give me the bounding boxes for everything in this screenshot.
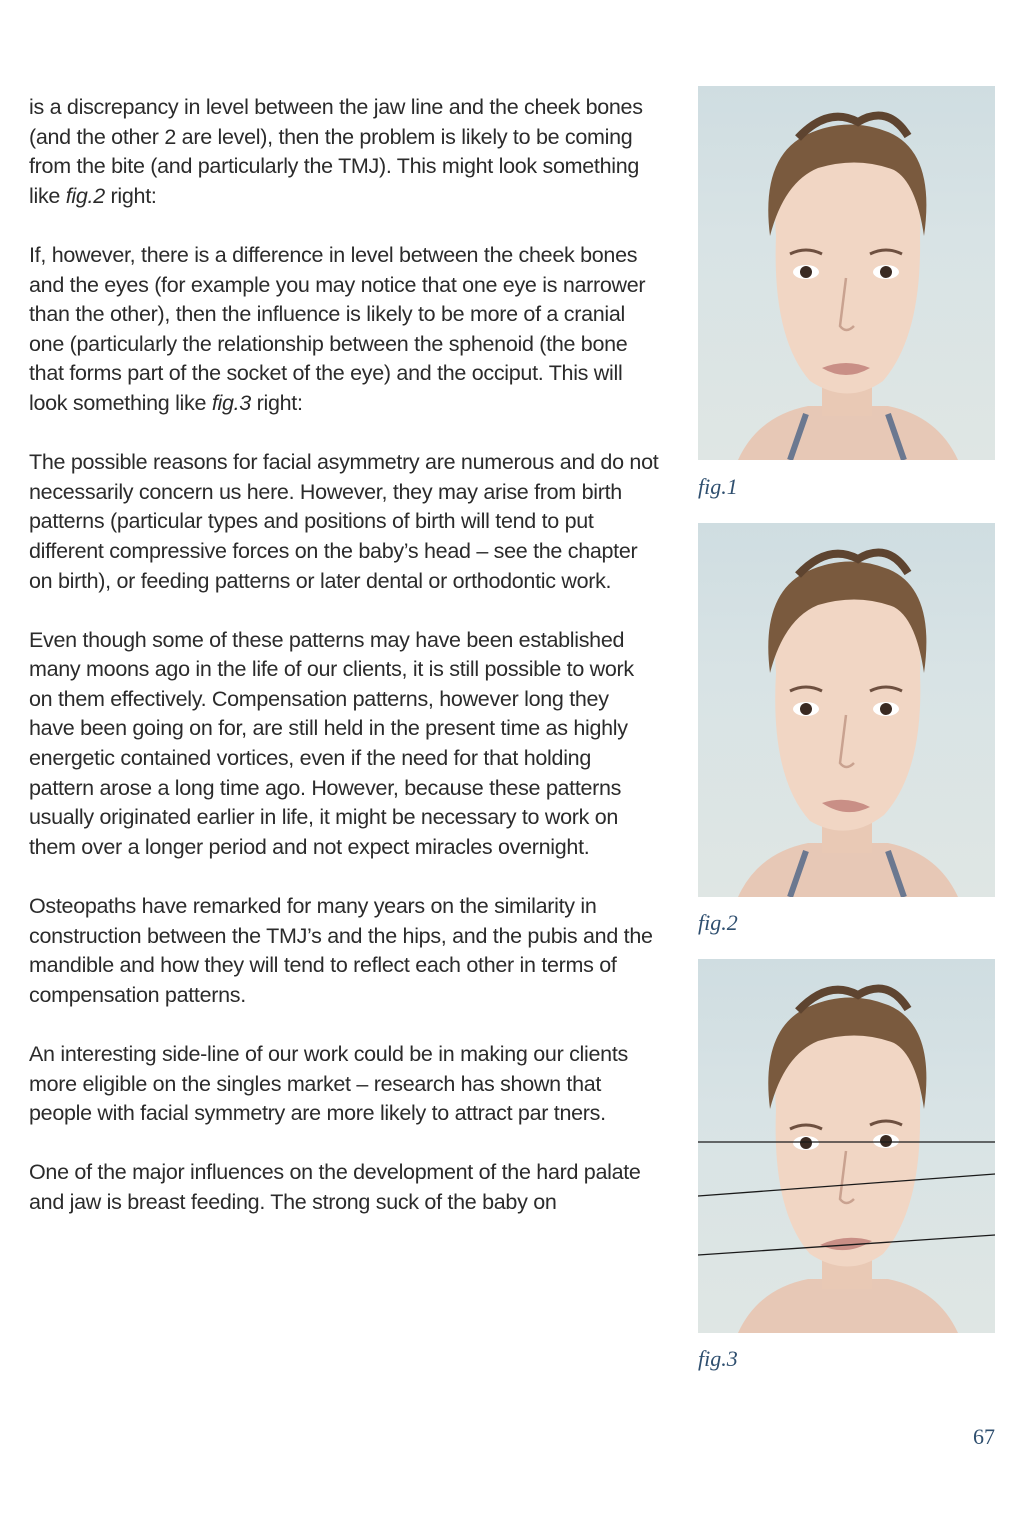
paragraph-2: If, however, there is a difference in level between the cheek bones and the eyes (for example you may notice that one eye is narrower than the other), then the influence is likely to be more of a cranial one (particularly the relationship between the sphenoid (the bone that forms part of the socket of the eye) and the occiput. This will look something like fig.3 right:: [29, 242, 646, 415]
figure-2-caption: fig.2: [698, 910, 738, 935]
figure-1-caption: fig.1: [698, 474, 738, 499]
paragraph-6: An interesting side-line of our work could be in making our clients more eligible on the singles market – research has shown that people with facial symmetry are more likely to attract par tners.: [29, 1042, 628, 1126]
page-number: 67: [973, 1424, 995, 1449]
figure-3-caption: fig.3: [698, 1346, 738, 1371]
paragraph-3: The possible reasons for facial asymmetry are numerous and do not necessarily concern us here. However, they may arise from birth patterns (particular types and positions of birth will tend to put different compressive forces on the baby’s head – see the chapter on birth), or feeding patterns or later dental or orthodontic work.: [29, 450, 659, 593]
paragraph-7: One of the major influences on the development of the hard palate and jaw is breast feeding. The strong suck of the baby on: [29, 1160, 641, 1214]
face-illustration: [698, 523, 995, 897]
figure-2-photo: [698, 523, 995, 897]
paragraph-5: Osteopaths have remarked for many years on the similarity in construction between the TMJ’s and the hips, and the pubis and the mandible and how they will tend to reflect each other in terms of compensation patterns.: [29, 894, 653, 1007]
face-illustration: [698, 959, 995, 1333]
face-illustration: [698, 86, 995, 460]
figure-reference: fig.2: [65, 183, 105, 208]
figure-reference: fig.3: [211, 390, 251, 415]
paragraph-4: Even though some of these patterns may have been established many moons ago in the life of our clients, it is still possible to work on them effectively. Compensation patterns, however long they have been going on for, are still held in the present time as highly energetic contained vortices, even if the need for that holding pattern arose a long time ago. However, because these patterns usually originated earlier in life, it might be necessary to work on them over a longer period and not expect miracles overnight.: [29, 627, 634, 859]
figure-1-photo: [698, 86, 995, 460]
body-text: [29, 93, 659, 1247]
paragraph-1: is a discrepancy in level between the jaw line and the cheek bones (and the other 2 are level), then the problem is likely to be coming from the bite (and particularly the TMJ). This might look something like fig.2 right:: [29, 95, 643, 208]
figure-3-photo: [698, 959, 995, 1333]
